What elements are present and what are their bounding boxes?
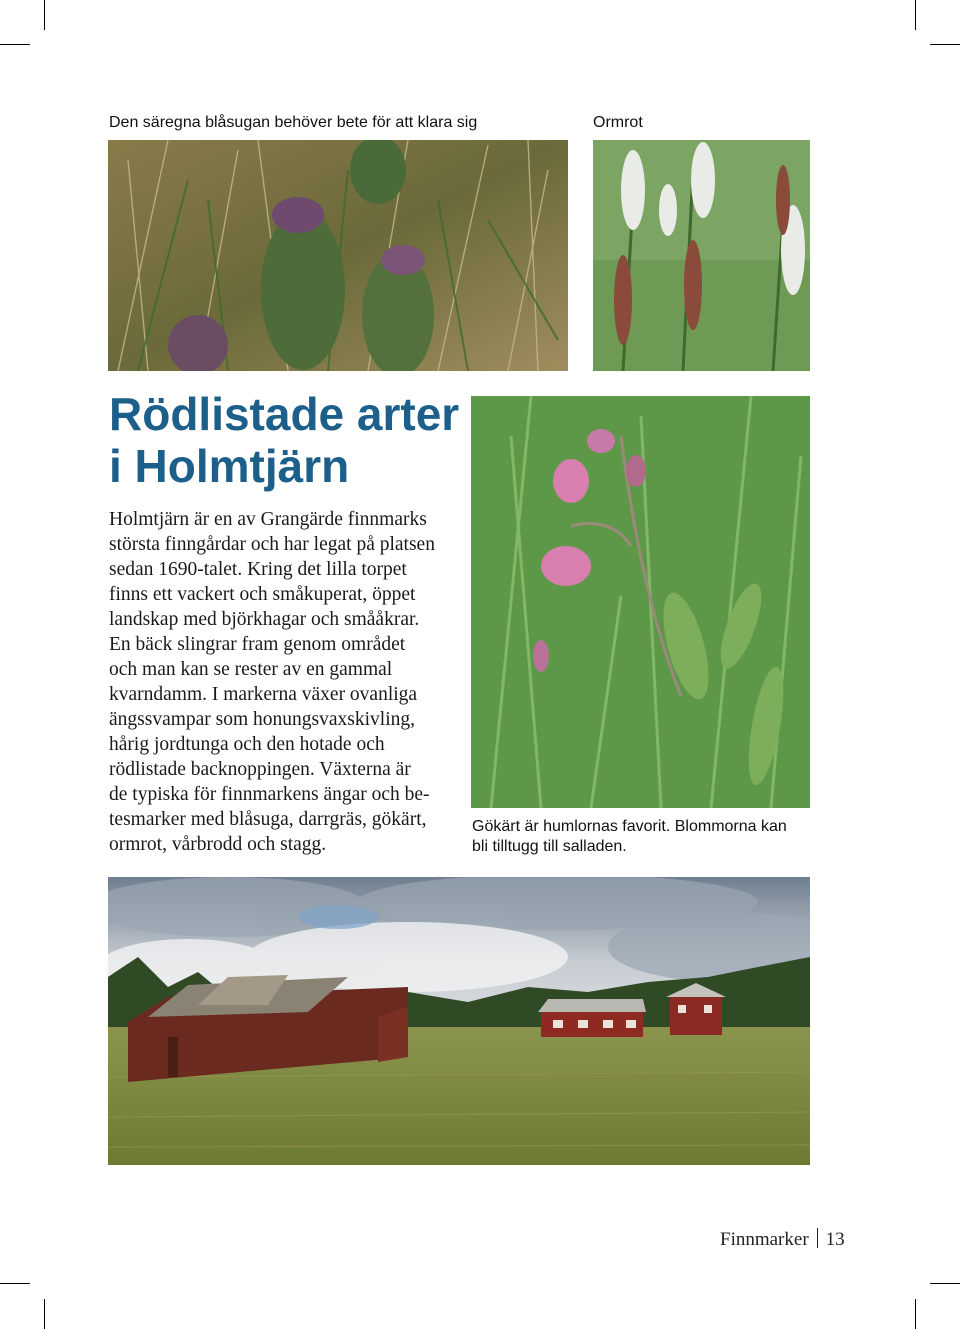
crop-mark [0, 1283, 30, 1284]
caption-ormrot: Ormrot [593, 114, 643, 131]
page-footer [720, 1228, 845, 1251]
photo-ormrot [593, 140, 810, 371]
caption-line: bli tilltugg till salladen. [472, 838, 627, 855]
title-line: Rödlistade arter [109, 388, 460, 440]
page-number: 13 [825, 1229, 845, 1250]
body-line: ormrot, vårbrodd och stagg. [109, 834, 327, 855]
body-line: och man kan se rester av en gammal [109, 659, 393, 680]
crop-mark [930, 44, 960, 45]
body-line: tesmarker med blåsuga, darrgräs, gökärt, [109, 809, 427, 830]
body-line: landskap med björkhagar och smååkrar. [109, 609, 420, 630]
article-body [109, 507, 454, 857]
crop-mark [44, 1299, 45, 1329]
body-line: hårig jordtunga och den hotade och [109, 734, 385, 755]
body-line: rödlistade backnoppingen. Växterna är [109, 759, 411, 780]
body-line: finns ett vackert och småkuperat, öppet [109, 584, 416, 605]
caption-line: Gökärt är humlornas favorit. Blommorna kan [472, 818, 787, 835]
photo-gokart [471, 396, 810, 808]
caption-gokart [472, 817, 787, 857]
body-line: En bäck slingrar fram genom området [109, 634, 406, 655]
photo-blasuga [108, 140, 568, 371]
body-line: Holmtjärn är en av Grangärde finnmarks [109, 509, 427, 530]
photo-holmtjarn-landscape [108, 877, 810, 1165]
title-line: i Holmtjärn [109, 440, 350, 492]
section-name: Finnmarker [720, 1229, 809, 1250]
footer-divider [817, 1228, 818, 1248]
crop-mark [930, 1283, 960, 1284]
crop-mark [915, 1299, 916, 1329]
body-line: kvarndamm. I markerna växer ovanliga [109, 684, 418, 705]
crop-mark [0, 44, 30, 45]
body-line: de typiska för finnmarkens ängar och be- [109, 784, 430, 805]
body-line: ängssvampar som honungsvaxskivling, [109, 709, 416, 730]
caption-blasuga: Den säregna blåsugan behöver bete för att klara sig [109, 114, 478, 131]
article-title [109, 388, 469, 492]
crop-mark [44, 0, 45, 30]
body-line: sedan 1690-talet. Kring det lilla torpet [109, 559, 407, 580]
body-line: största finngårdar och har legat på platsen [109, 534, 435, 555]
crop-mark [915, 0, 916, 30]
